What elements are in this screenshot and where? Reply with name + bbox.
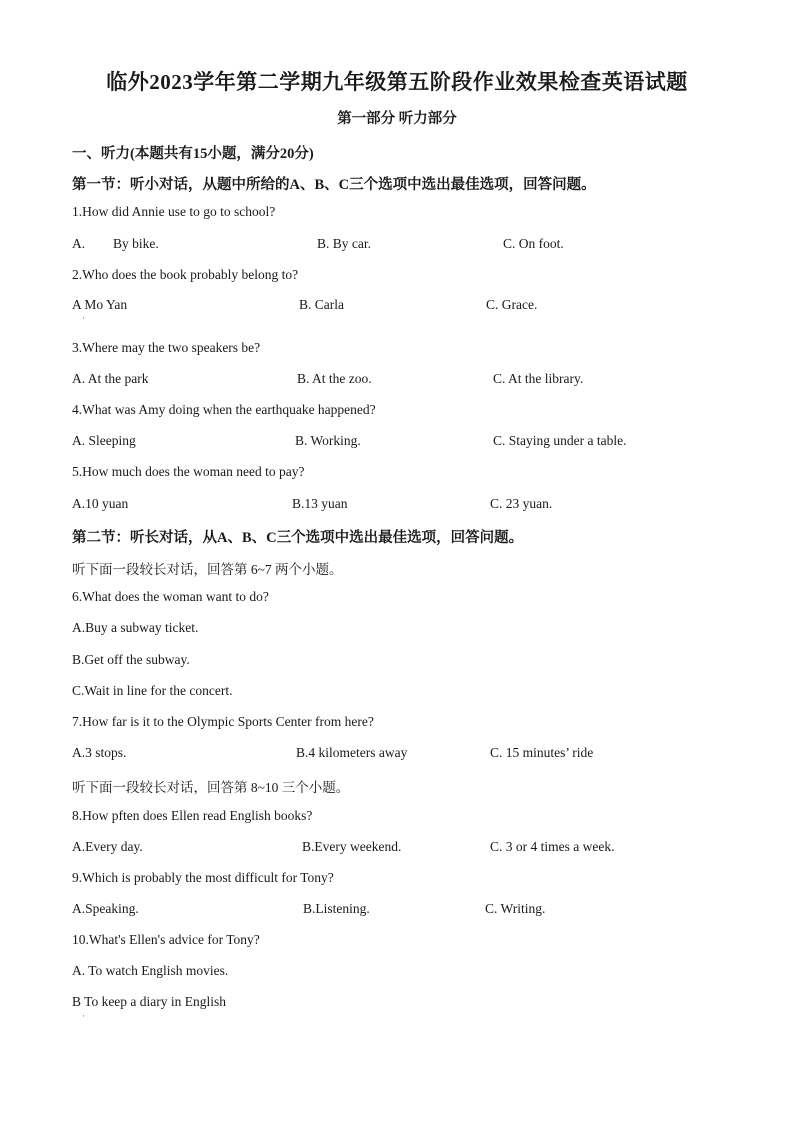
part2-instruction: 第二节：听长对话，从A、B、C三个选项中选出最佳选项，回答问题。 [72,530,524,546]
question-1-option-c: C. On foot. [503,236,564,251]
question-5-option-b: B.13 yuan [292,496,348,511]
question-8-option-c: C. 3 or 4 times a week. [490,839,615,854]
question-1-option-b: B. By car. [317,236,371,251]
section-heading: 一、听力(本题共有15小题，满分20分) [72,146,314,162]
question-5-option-a: A.10 yuan [72,496,129,511]
question-1-option-a: By bike. [113,236,159,251]
question-4-option-b: B. Working. [295,433,361,448]
question-7-option-b: B.4 kilometers away [296,745,408,760]
question-8-stem: 8.How pften does Ellen read English books? [72,808,313,823]
page-title: 临外2023学年第二学期九年级第五阶段作业效果检查英语试题 [106,70,688,94]
question-7-option-c: C. 15 minutes’ ride [490,745,594,760]
question-7-stem: 7.How far is it to the Olympic Sports Center from here? [72,714,374,729]
question-9-stem: 9.Which is probably the most difficult for Tony? [72,870,334,885]
dialogue-intro-2: 听下面一段较长对话，回答第 8~10 三个小题。 [72,780,350,795]
question-10-stem: 10.What's Ellen's advice for Tony? [72,932,260,947]
question-8-option-b: B.Every weekend. [302,839,402,854]
question-6-stem: 6.What does the woman want to do? [72,589,269,604]
question-1-stem: 1.How did Annie use to go to school? [72,204,276,219]
question-3-option-a: A. At the park [72,371,149,386]
question-4-option-a: A. Sleeping [72,433,136,448]
question-6-option-a: A.Buy a subway ticket. [72,620,199,635]
question-9-option-b: B.Listening. [303,901,370,916]
question-2-stem: 2.Who does the book probably belong to? [72,267,299,282]
question-2-option-b: B. Carla [299,297,344,312]
question-3-option-c: C. At the library. [493,371,584,386]
question-4-stem: 4.What was Amy doing when the earthquake happened? [72,402,376,417]
part1-instruction: 第一节：听小对话，从题中所给的A、B、C三个选项中选出最佳选项，回答问题。 [72,177,596,193]
question-8-option-a: A.Every day. [72,839,143,854]
question-6-option-b: B.Get off the subway. [72,652,190,667]
question-7-option-a: A.3 stops. [72,745,127,760]
stray-mark: · [82,313,85,323]
question-3-option-b: B. At the zoo. [297,371,372,386]
question-10-option-a: A. To watch English movies. [72,963,229,978]
stray-mark: · [82,1011,85,1021]
question-9-option-c: C. Writing. [485,901,546,916]
question-4-option-c: C. Staying under a table. [493,433,627,448]
question-5-stem: 5.How much does the woman need to pay? [72,464,305,479]
question-2-option-a: A Mo Yan [72,297,128,312]
dialogue-intro-1: 听下面一段较长对话，回答第 6~7 两个小题。 [72,562,343,577]
question-3-stem: 3.Where may the two speakers be? [72,340,261,355]
question-5-option-c: C. 23 yuan. [490,496,553,511]
question-9-option-a: A.Speaking. [72,901,139,916]
question-1-option-a-letter: A. [72,236,86,251]
question-10-option-b: B To keep a diary in English [72,994,227,1009]
question-2-option-c: C. Grace. [486,297,538,312]
page-subtitle: 第一部分 听力部分 [337,111,457,127]
question-6-option-c: C.Wait in line for the concert. [72,683,233,698]
